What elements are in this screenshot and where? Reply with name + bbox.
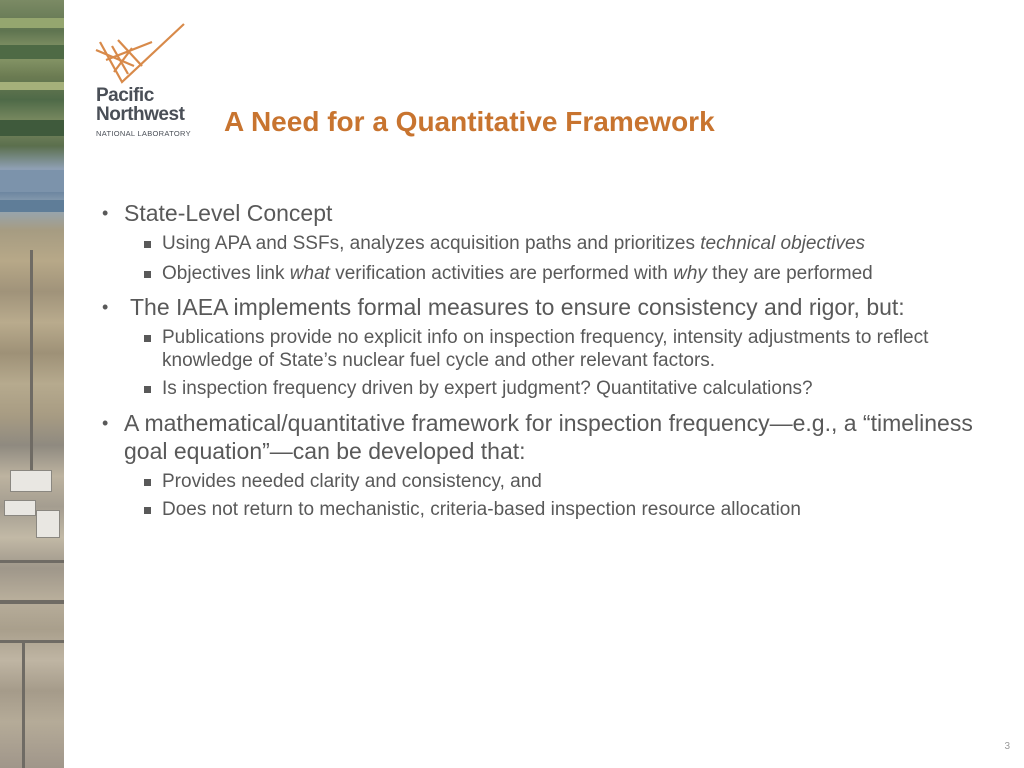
sub-bullet-2-1: Publications provide no explicit info on inspection frequency, intensity adjustments to reflect knowledge of State’s nuclear fuel cycle and other relevant factors. <box>100 327 990 372</box>
square-bullet-icon <box>144 386 151 393</box>
bullet-2: • The IAEA implements formal measures to ensure consistency and rigor, but: <box>102 294 905 320</box>
aerial-photo-strip <box>0 0 64 768</box>
logo-line-3: NATIONAL LABORATORY <box>96 129 191 138</box>
bullet-3: • A mathematical/quantitative framework for inspection frequency—e.g., a “timeliness goal equation”—can be developed that: <box>102 409 973 464</box>
square-bullet-icon <box>144 335 151 342</box>
bullet-1: • State-Level Concept <box>102 200 333 226</box>
bullet-dot: • <box>102 203 109 223</box>
sub-bullet-3-2: Does not return to mechanistic, criteria-based inspection resource allocation <box>100 499 990 522</box>
sub-bullet-3-1: Provides needed clarity and consistency, and <box>100 471 990 494</box>
logo-mark-icon <box>92 22 192 86</box>
square-bullet-icon <box>144 479 151 486</box>
pnnl-logo <box>92 22 202 142</box>
sub-bullet-1-1: Using APA and SSFs, analyzes acquisition paths and prioritizes technical objectives <box>100 233 990 256</box>
square-bullet-icon <box>144 271 151 278</box>
bullet-dot: • <box>102 297 109 317</box>
square-bullet-icon <box>144 507 151 514</box>
square-bullet-icon <box>144 241 151 248</box>
page-number: 3 <box>1004 741 1010 752</box>
sub-bullet-1-2: Objectives link what verification activities are performed with why they are performed <box>100 263 990 286</box>
sub-bullet-2-2: Is inspection frequency driven by expert judgment? Quantitative calculations? <box>100 378 990 401</box>
bullet-dot: • <box>102 412 109 433</box>
logo-line-1: Pacific <box>96 85 154 106</box>
slide-title: A Need for a Quantitative Framework <box>224 106 715 137</box>
logo-line-2: Northwest <box>96 104 185 125</box>
slide-body <box>100 195 990 522</box>
